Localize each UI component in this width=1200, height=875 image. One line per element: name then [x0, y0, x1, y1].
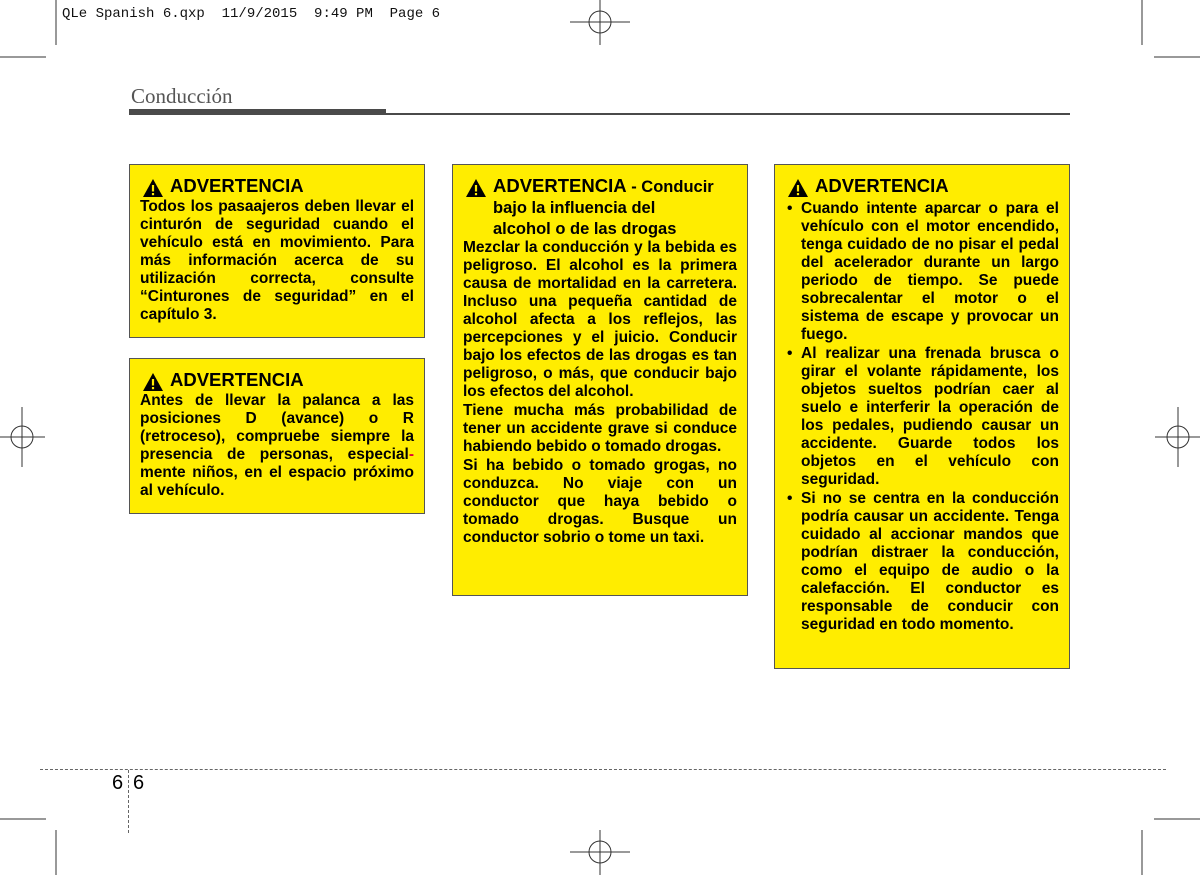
warning-paragraph: Tiene mucha más probabilidad de tener un accidente grave si conduce habiendo bebido o tomado drogas. — [463, 402, 737, 455]
warning-paragraph: Mezclar la conducción y la bebida es peligroso. El alcohol es la primera causa de mortalidad en la carretera. Incluso una pequeña cantidad de alcohol afecta a los reflejos, las percepciones y el juicio. Conducir bajo los efectos de las drogas es tan peligroso, o más, que conducir bajo los efectos del alcohol. — [463, 239, 737, 400]
warning-body-end: mente niños, en el espacio próximo al vehículo. — [140, 464, 414, 499]
warning-heading — [140, 370, 414, 392]
warning-heading-main: ADVERTENCIA — [493, 175, 627, 196]
warning-box-alcohol-drugs — [452, 164, 748, 596]
warning-heading — [785, 176, 1059, 198]
warning-bullet-list — [785, 200, 1059, 634]
page-number: 6 — [133, 772, 145, 794]
footer-dashed-divider — [128, 770, 129, 833]
warning-body-hyphen: - — [408, 446, 414, 463]
warning-heading-text — [493, 176, 714, 239]
warning-heading-sub: - Conducir — [626, 178, 714, 196]
warning-heading-text: ADVERTENCIA — [170, 175, 304, 196]
warning-triangle-icon — [142, 178, 164, 198]
section-title: Conducción — [131, 84, 233, 108]
warning-triangle-icon — [465, 178, 487, 198]
warning-triangle-icon — [142, 372, 164, 392]
warning-bullet: • Al realizar una frenada brusca o girar el volante rápidamente, los objetos sueltos podrían caer al suelo e interferir la operación de los pedales, pudiendo causar un accidente. Guarde todos los objetos en el vehículo con seguridad. — [785, 345, 1059, 489]
warning-heading-line3: alcohol o de las drogas — [493, 220, 677, 238]
warning-body-start: Antes de llevar la palanca a las posiciones D (avance) o R (retroceso), compruebe siempre la presencia de personas, especial — [140, 392, 414, 463]
warning-heading-text: ADVERTENCIA — [170, 369, 304, 390]
registration-mark-right — [1155, 407, 1200, 467]
warning-heading-line2: bajo la influencia del — [493, 199, 656, 217]
warning-body — [140, 392, 414, 500]
warning-heading — [463, 176, 737, 239]
warning-heading — [140, 176, 414, 198]
warning-triangle-icon — [787, 178, 809, 198]
chapter-number: 6 — [112, 772, 124, 794]
warning-heading-text: ADVERTENCIA — [815, 175, 949, 196]
warning-box-seatbelts — [129, 164, 425, 338]
warning-box-parking-loose-objects — [774, 164, 1070, 669]
warning-body: Todos los pasaajeros deben llevar el cinturón de seguridad cuando el vehículo está en movimiento. Para más información acerca de su utilización correcta, consulte “Cinturones de seguridad” en el capítulo 3. — [140, 198, 414, 323]
registration-mark-bottom — [570, 830, 630, 875]
header-rule-thin — [386, 113, 1070, 115]
warning-paragraph: Si ha bebido o tomado grogas, no conduzca. No viaje con un conductor que haya bebido o tomado drogas. Busque un conductor sobrio o tome un taxi. — [463, 457, 737, 546]
registration-mark-top — [570, 0, 630, 45]
header-rule-thick — [129, 109, 386, 115]
warning-bullet: • Cuando intente aparcar o para el vehículo con el motor encendido, tenga cuidado de no pisar el pedal del acelerador durante un largo periodo de tiempo. Se puede sobrecalentar el motor o el sistema de escape y provocar un fuego. — [785, 200, 1059, 344]
print-slug: QLe Spanish 6.qxp 11/9/2015 9:49 PM Page 6 — [62, 6, 441, 22]
footer-dashed-rule — [40, 769, 1166, 770]
registration-mark-left — [0, 407, 45, 467]
warning-bullet: • Si no se centra en la conducción podría causar un accidente. Tenga cuidado al accionar mandos que podrían distraer la conducción, como el equipo de audio o la calefacción. El conductor es responsable de conducir con seguridad en todo momento. — [785, 490, 1059, 634]
warning-box-gear-shift — [129, 358, 425, 514]
